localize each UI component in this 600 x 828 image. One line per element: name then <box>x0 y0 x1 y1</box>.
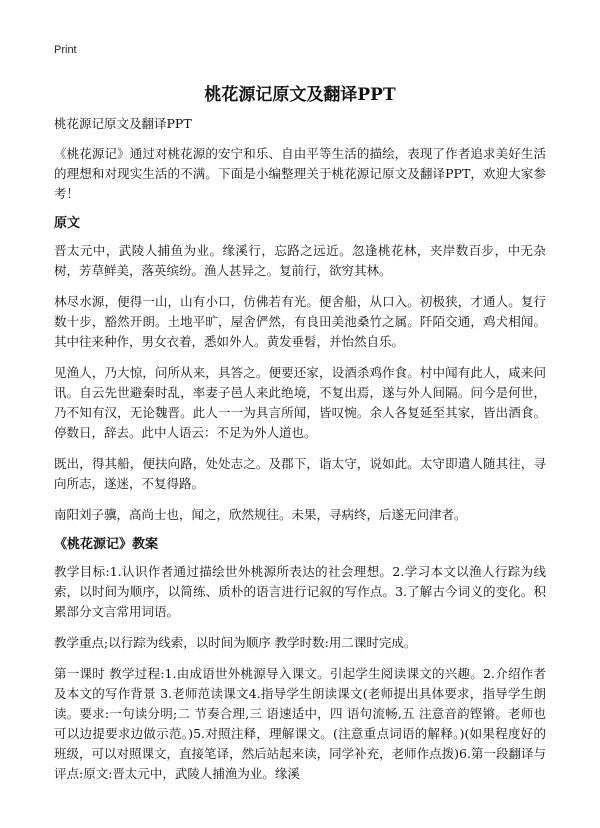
section-heading-original: 原文 <box>54 216 81 231</box>
original-paragraph: 既出，得其船，便扶向路，处处志之。及郡下，诣太守，说如此。太守即遣人随其往，寻向所志，遂迷，不复得路。 <box>54 456 546 491</box>
article-body <box>54 114 546 795</box>
page-title: 桃花源记原文及翻译PPT <box>204 85 396 105</box>
original-paragraph: 林尽水源，便得一山，山有小口，仿佛若有光。便舍船，从口入。初极狭，才通人。复行数十步，豁然开朗。土地平旷，屋舍俨然，有良田美池桑竹之属。阡陌交通，鸡犬相闻。其中往来种作，男女衣着，悉如外人。黄发垂髫，并怡然自乐。 <box>54 294 546 349</box>
print-link[interactable]: Print <box>54 44 77 56</box>
original-paragraph: 见渔人，乃大惊，问所从来，具答之。便要还家，设酒杀鸡作食。村中闻有此人，咸来问讯。自云先世避秦时乱，率妻子邑人来此绝境，不复出焉，遂与外人间隔。问今是何世，乃不知有汉，无论魏晋。此人一一为具言所闻，皆叹惋。余人各复延至其家，皆出酒食。停数日，辞去。此中人语云：不足为外人道也。 <box>54 365 546 440</box>
original-paragraph: 南阳刘子骥，高尚士也，闻之，欣然规往。未果，寻病终，后遂无问津者。 <box>54 507 467 522</box>
lesson-paragraph: 教学重点;以行踪为线索，以时间为顺序 教学时数:用二课时完成。 <box>54 635 417 650</box>
lesson-paragraph: 教学目标:1.认识作者通过描绘世外桃源所表达的社会理想。2.学习本文以渔人行踪为线索，以时间为顺序，以简练、质朴的语言进行记叙的写作点。3.了解古今词义的变化。积累部分文言常用词语。 <box>54 564 546 619</box>
section-heading-lesson-plan: 《桃花源记》教案 <box>54 537 159 552</box>
original-paragraph: 晋太元中，武陵人捕鱼为业。缘溪行，忘路之远近。忽逢桃花林，夹岸数百步，中无杂树，芳草鲜美，落英缤纷。渔人甚异之。复前行，欲穷其林。 <box>54 243 546 278</box>
lesson-paragraph: 第一课时 教学过程:1.由成语世外桃源导入课文。引起学生阅读课文的兴趣。2.介绍作者及本文的写作背景 3.老师范读课文4.指导学生朗读课文(老师提出具体要求，指导学生朗读。要求:一句读分明;二 节奏合理,三 语速适中，四 语句流畅,五 注意音韵铿锵。老师也可以边提要求边做示范。)5.对照注释，理解课文。(注意重点词语的解释。)(如果程度好的班级，可以对照课文，直接笔译，然后站起来读，同学补充，老师作点拨)6.第一段翻译与评点:原文:晋太元中，武陵人捕渔为业。缘溪 <box>54 666 546 781</box>
intro-paragraph: 《桃花源记》通过对桃花源的安宁和乐、自由平等生活的描绘，表现了作者追求美好生活的理想和对现实生活的不满。下面是小编整理关于桃花源记原文及翻译PPT，欢迎大家参考！ <box>54 146 546 201</box>
article-subtitle: 桃花源记原文及翻译PPT <box>54 116 192 131</box>
